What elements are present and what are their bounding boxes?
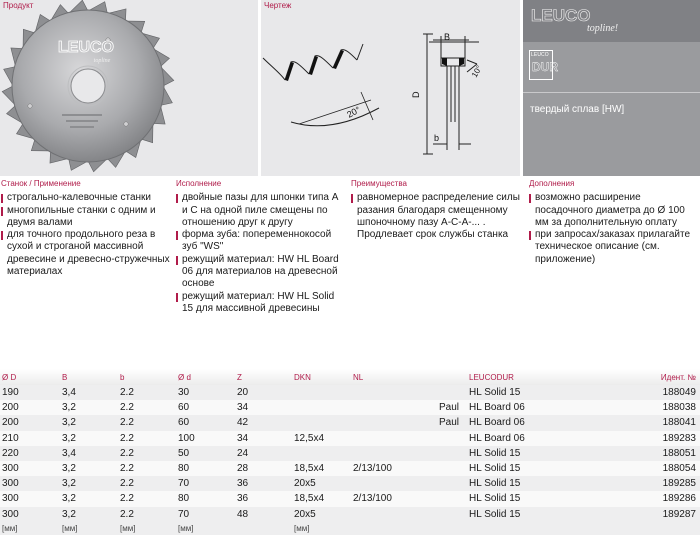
table-cell: 34 bbox=[235, 431, 292, 446]
table-cell bbox=[351, 385, 406, 400]
table-cell: 80 bbox=[176, 491, 235, 506]
blade-sub: topline bbox=[93, 58, 111, 64]
table-cell: HL Board 06 bbox=[467, 415, 582, 430]
table-cell: 48 bbox=[235, 507, 292, 522]
list-item: при запросах/заказах прилагайте техническое описание (см. приложение) bbox=[529, 229, 699, 266]
unit-cell: [мм] bbox=[60, 522, 118, 535]
angle-20-label: 20° bbox=[345, 104, 362, 120]
table-cell: Paul bbox=[406, 400, 467, 415]
brand-header bbox=[523, 0, 700, 42]
unit-cell: [мм] bbox=[118, 522, 176, 535]
list-item: равномерное распределение силы разания благодаря смещенному шпоночному пазу A-C-A-... . Продлевает срок службы станка bbox=[351, 192, 523, 241]
table-row bbox=[0, 507, 700, 522]
table-row bbox=[0, 431, 700, 446]
drawing-label: Чертеж bbox=[264, 1, 292, 10]
table-body bbox=[0, 385, 700, 522]
table-cell: 2/13/100 bbox=[351, 461, 406, 476]
column-header: b bbox=[118, 369, 176, 385]
table-cell bbox=[406, 491, 467, 506]
divider bbox=[523, 92, 700, 93]
table-cell: 12,5x4 bbox=[292, 431, 351, 446]
unit-cell bbox=[582, 522, 700, 535]
table-cell: 20x5 bbox=[292, 507, 351, 522]
table-cell: 188051 bbox=[582, 446, 700, 461]
table-cell: 60 bbox=[176, 400, 235, 415]
table-cell: 24 bbox=[235, 446, 292, 461]
table-cell bbox=[292, 415, 351, 430]
table-cell: HL Solid 15 bbox=[467, 461, 582, 476]
list-item: строгально-калевочные станки bbox=[1, 192, 171, 204]
table-cell: 188049 bbox=[582, 385, 700, 400]
table-row bbox=[0, 385, 700, 400]
angle-10-label: 10° bbox=[469, 64, 484, 79]
list-item: возможно расширение посадочного диаметра до Ø 100 мм за дополнительную оплату bbox=[529, 192, 699, 229]
table-cell: 30 bbox=[176, 385, 235, 400]
topline-logo: topline! bbox=[587, 23, 619, 34]
table-cell bbox=[351, 446, 406, 461]
table-cell: 3,2 bbox=[60, 415, 118, 430]
table-cell: 60 bbox=[176, 415, 235, 430]
table-cell: 188041 bbox=[582, 415, 700, 430]
table-cell: HL Solid 15 bbox=[467, 476, 582, 491]
table-cell: 2.2 bbox=[118, 431, 176, 446]
table-cell: 220 bbox=[0, 446, 60, 461]
column-header: Ø D bbox=[0, 369, 60, 385]
table-cell: 190 bbox=[0, 385, 60, 400]
table-cell: 210 bbox=[0, 431, 60, 446]
column-header: Ø d bbox=[176, 369, 235, 385]
table-cell: 2.2 bbox=[118, 400, 176, 415]
table-cell: 2.2 bbox=[118, 507, 176, 522]
table-cell: 80 bbox=[176, 461, 235, 476]
unit-cell: [мм] bbox=[176, 522, 235, 535]
table-cell: 2.2 bbox=[118, 491, 176, 506]
column-design bbox=[176, 178, 346, 315]
table-cell: 3,2 bbox=[60, 476, 118, 491]
table-cell: 3,2 bbox=[60, 507, 118, 522]
table-cell: 189285 bbox=[582, 476, 700, 491]
drawing-panel bbox=[261, 0, 520, 176]
table-cell: 300 bbox=[0, 491, 60, 506]
table-cell: 3,2 bbox=[60, 461, 118, 476]
table-cell: 200 bbox=[0, 415, 60, 430]
table-cell bbox=[351, 415, 406, 430]
material-label: твердый сплав [HW] bbox=[530, 104, 625, 115]
table-cell: 50 bbox=[176, 446, 235, 461]
table-row bbox=[0, 476, 700, 491]
table-cell: 3,4 bbox=[60, 385, 118, 400]
table-cell: 200 bbox=[0, 400, 60, 415]
table-cell: HL Solid 15 bbox=[467, 385, 582, 400]
table-cell: 3,2 bbox=[60, 491, 118, 506]
list-item: для точного продольного реза в сухой и строганой массивной древесине и древесно-стружечных материалах bbox=[1, 229, 171, 278]
table-cell bbox=[406, 476, 467, 491]
unit-cell bbox=[351, 522, 406, 535]
table-cell bbox=[292, 385, 351, 400]
dim-b-lower: b bbox=[434, 133, 440, 143]
column-application bbox=[1, 178, 171, 278]
table-cell: 300 bbox=[0, 476, 60, 491]
table-cell: Paul bbox=[406, 415, 467, 430]
column-title: Дополнения bbox=[529, 179, 575, 188]
unit-cell: [мм] bbox=[292, 522, 351, 535]
table-cell: 18,5x4 bbox=[292, 461, 351, 476]
list-item: режущий материал: HW HL Solid 15 для массивной древесины bbox=[176, 291, 346, 316]
table-cell: 2/13/100 bbox=[351, 491, 406, 506]
table-cell: HL Solid 15 bbox=[467, 446, 582, 461]
brand-panel bbox=[523, 0, 700, 176]
table-cell: HL Solid 15 bbox=[467, 491, 582, 506]
table-cell: 2.2 bbox=[118, 476, 176, 491]
table-cell bbox=[351, 431, 406, 446]
list-item: двойные пазы для шпонки типа А и С на одной пиле смещены по отношению друг к другу bbox=[176, 192, 346, 229]
table-cell bbox=[406, 431, 467, 446]
table-row bbox=[0, 400, 700, 415]
table-cell: 300 bbox=[0, 507, 60, 522]
table-cell: 36 bbox=[235, 476, 292, 491]
table-cell: 300 bbox=[0, 461, 60, 476]
column-header: LEUCODUR bbox=[467, 369, 582, 385]
list-item: форма зуба: попеременнокосой зуб "WS" bbox=[176, 229, 346, 254]
column-title: Преимущества bbox=[351, 179, 407, 188]
table-cell bbox=[351, 507, 406, 522]
table-cell: HL Solid 15 bbox=[467, 507, 582, 522]
table-cell: 20x5 bbox=[292, 476, 351, 491]
table-cell bbox=[351, 476, 406, 491]
column-header: B bbox=[60, 369, 118, 385]
unit-cell bbox=[467, 522, 582, 535]
table-cell: 2.2 bbox=[118, 415, 176, 430]
leucodur-logo: LEUCO DUR bbox=[529, 50, 553, 80]
table-units-row bbox=[0, 522, 700, 535]
table-cell: 36 bbox=[235, 491, 292, 506]
unit-cell bbox=[406, 522, 467, 535]
table-row bbox=[0, 415, 700, 430]
column-advantages bbox=[351, 178, 523, 241]
table-cell: 3,2 bbox=[60, 431, 118, 446]
table-cell: 189286 bbox=[582, 491, 700, 506]
list-item: многопильные станки с одним и двумя валами bbox=[1, 205, 171, 230]
product-panel bbox=[0, 0, 258, 176]
table-cell: 42 bbox=[235, 415, 292, 430]
table-row bbox=[0, 461, 700, 476]
table-cell: 2.2 bbox=[118, 461, 176, 476]
table-cell: HL Board 06 bbox=[467, 400, 582, 415]
table-cell: 70 bbox=[176, 507, 235, 522]
spec-table bbox=[0, 369, 700, 535]
list-item: режущий материал: HW HL Board 06 для материалов на древесной основе bbox=[176, 254, 346, 291]
table-header bbox=[0, 369, 700, 385]
dim-d-label: D bbox=[411, 91, 421, 98]
table-cell: 189287 bbox=[582, 507, 700, 522]
table-cell bbox=[406, 446, 467, 461]
table-cell: 100 bbox=[176, 431, 235, 446]
saw-blade-image bbox=[0, 0, 258, 176]
table-cell bbox=[292, 446, 351, 461]
table-cell: 70 bbox=[176, 476, 235, 491]
table-row bbox=[0, 446, 700, 461]
blade-logo: LEUCO bbox=[58, 39, 114, 56]
table-cell: 2.2 bbox=[118, 446, 176, 461]
table-cell bbox=[406, 385, 467, 400]
table-cell: 189283 bbox=[582, 431, 700, 446]
column-header: Z bbox=[235, 369, 292, 385]
table-cell: 3,4 bbox=[60, 446, 118, 461]
table-cell: 188038 bbox=[582, 400, 700, 415]
column-title: Исполнение bbox=[176, 179, 222, 188]
technical-drawing bbox=[261, 0, 520, 176]
table-cell: HL Board 06 bbox=[467, 431, 582, 446]
product-label: Продукт bbox=[3, 1, 34, 10]
unit-cell: [мм] bbox=[0, 522, 60, 535]
table-cell: 188054 bbox=[582, 461, 700, 476]
table-row bbox=[0, 491, 700, 506]
leuco-logo: LEUCO bbox=[531, 6, 591, 25]
dim-b-upper: B bbox=[444, 32, 451, 42]
table-cell bbox=[406, 461, 467, 476]
unit-cell bbox=[235, 522, 292, 535]
table-cell: 3,2 bbox=[60, 400, 118, 415]
table-cell: 2.2 bbox=[118, 385, 176, 400]
table-cell: 20 bbox=[235, 385, 292, 400]
table-cell: 28 bbox=[235, 461, 292, 476]
table-cell bbox=[351, 400, 406, 415]
column-header: DKN bbox=[292, 369, 351, 385]
column-header: NL bbox=[351, 369, 406, 385]
table-cell bbox=[292, 400, 351, 415]
table-cell: 34 bbox=[235, 400, 292, 415]
column-header bbox=[406, 369, 467, 385]
column-title: Станок / Применение bbox=[1, 179, 81, 188]
column-additions bbox=[529, 178, 699, 266]
table-cell: 18,5x4 bbox=[292, 491, 351, 506]
table-cell bbox=[406, 507, 467, 522]
column-header: Идент. № bbox=[582, 369, 700, 385]
